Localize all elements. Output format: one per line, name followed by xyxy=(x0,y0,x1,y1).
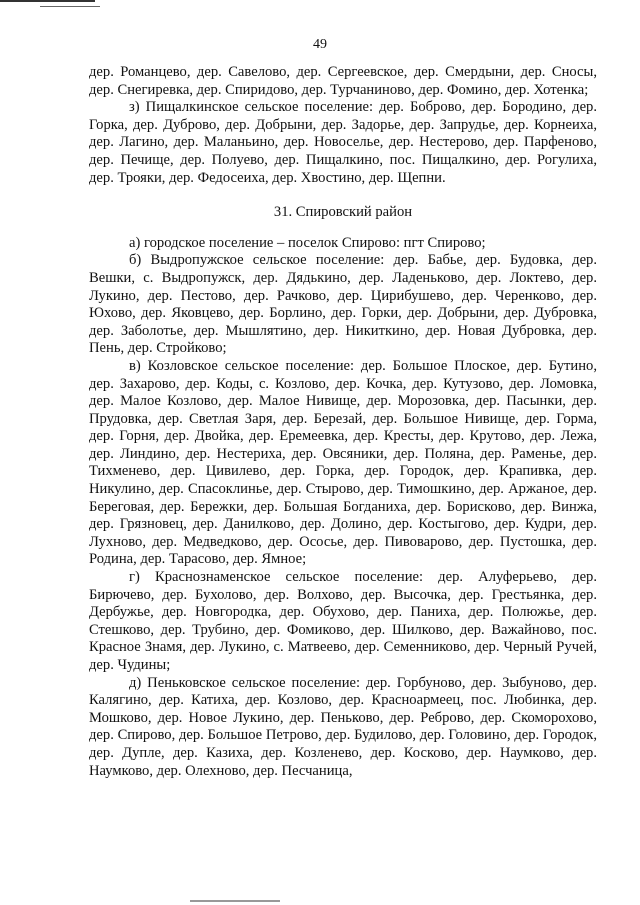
page-number: 49 xyxy=(313,37,327,52)
paragraph-krasnoznamenskoe: г) Краснознаменское сельское поселение: дер. Алуферьево, дер. Бирючево, дер. Бухолово, дер. Волхово, дер. Высочка, дер. Грестьянка, дер. Дербужье, дер. Новгородка, дер. Обухово, дер. Паниха, дер. Полюжье, дер. Стешково, дер. Трубино, дер. Фомиково, дер. Шилково, дер. Важайново, пос. Красное Знамя, дер. Лукино, с. Матвеево, дер. Семенниково, дер. Черный Ручей, дер. Чудины; xyxy=(89,569,597,673)
document-body xyxy=(89,64,597,780)
scan-edge-line xyxy=(0,0,95,2)
paragraph-continuation: дер. Романцево, дер. Савелово, дер. Сергеевское, дер. Смердыни, дер. Сносы, дер. Снегиревка, дер. Спиридово, дер. Турчаниново, дер. Фомино, дер. Хотенка; xyxy=(89,64,597,98)
scan-edge-line-secondary xyxy=(40,6,100,7)
scan-bottom-mark xyxy=(190,900,280,902)
paragraph-vydropuzhskoe: б) Выдропужское сельское поселение: дер. Бабье, дер. Будовка, дер. Вешки, с. Выдропужск, дер. Дядькино, дер. Ладеньково, дер. Локтево, дер. Лукино, дер. Пестово, дер. Рачково, дер. Цирибушево, дер. Черенково, дер. Юхово, дер. Яковцево, дер. Борлино, дер. Горки, дер. Добрыни, дер. Дубровка, дер. Заболотье, дер. Мышлятино, дер. Никиткино, дер. Новая Дубровка, дер. Пень, дер. Стройково; xyxy=(89,252,597,357)
paragraph-pishchalkinskoe: з) Пищалкинское сельское поселение: дер. Боброво, дер. Бородино, дер. Горка, дер. Дуброво, дер. Добрыни, дер. Задорье, дер. Запрудье, дер. Корнеиха, дер. Лагино, дер. Маланьино, дер. Новоселье, дер. Нестерово, дер. Парфеново, дер. Печище, дер. Полуево, дер. Пищалкино, пос. Пищалкино, дер. Рогулиха, дер. Трояки, дер. Федосеиха, дер. Хвостино, дер. Щепни. xyxy=(89,99,597,186)
paragraph-kozlovskoe: в) Козловское сельское поселение: дер. Большое Плоское, дер. Бутино, дер. Захарово, дер. Коды, с. Козлово, дер. Кочка, дер. Кутузово, дер. Ломовка, дер. Малое Козлово, дер. Малое Нивище, дер. Морозовка, дер. Пасынки, дер. Прудовка, дер. Светлая Заря, дер. Березай, дер. Большое Нивище, дер. Горма, дер. Горня, дер. Двойка, дер. Еремеевка, дер. Кресты, дер. Крутово, дер. Лежа, дер. Линдино, дер. Нестериха, дер. Овсяники, дер. Поляна, дер. Раменье, дер. Тихменево, дер. Цивилево, дер. Горка, дер. Городок, дер. Крапивка, дер. Никулино, дер. Спасоклинье, дер. Стырово, дер. Тимошкино, дер. Аржаное, дер. Береговая, дер. Бережки, дер. Большая Богданиха, дер. Борисково, дер. Винжа, дер. Грязновец, дер. Данилково, дер. Долино, дер. Костыгово, дер. Кудри, дер. Лухново, дер. Медведково, дер. Ососье, дер. Пивоварово, дер. Пустошка, дер. Родина, дер. Тарасово, дер. Ямное; xyxy=(89,357,597,568)
paragraph-penkovskoe: д) Пеньковское сельское поселение: дер. Горбуново, дер. Зыбуново, дер. Калягино, дер. Катиха, дер. Козлово, дер. Красноармеец, пос. Любинка, дер. Мошково, дер. Новое Лукино, дер. Пеньково, дер. Реброво, дер. Скоморохово, дер. Спирово, дер. Большое Петрово, дер. Будилово, дер. Головино, дер. Городок, дер. Дупле, дер. Казиха, дер. Козленево, дер. Косково, дер. Наумково, дер. Наумково, дер. Олехново, дер. Песчаница, xyxy=(89,674,597,779)
section-heading: 31. Спировский район xyxy=(273,204,413,221)
paragraph-spirovo-urban: а) городское поселение – поселок Спирово: пгт Спирово; xyxy=(129,234,486,251)
